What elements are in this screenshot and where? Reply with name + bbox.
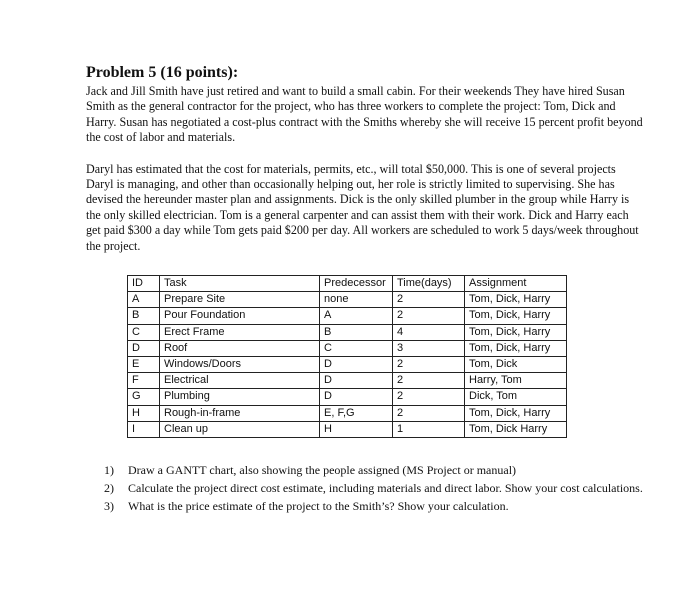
table-row xyxy=(128,421,567,437)
question-item: 2) Calculate the project direct cost estimate, including materials and direct labor. Show your cost calculations. xyxy=(104,481,643,495)
table-row xyxy=(128,308,567,324)
table-cell: I xyxy=(128,421,160,437)
table-cell: Tom, Dick, Harry xyxy=(465,340,567,356)
header-cell: Assignment xyxy=(465,276,567,292)
table-cell: 2 xyxy=(393,308,465,324)
table-cell: D xyxy=(320,389,393,405)
table-cell: Pour Foundation xyxy=(160,308,320,324)
table-row xyxy=(128,340,567,356)
table-cell: A xyxy=(320,308,393,324)
table-cell: Tom, Dick xyxy=(465,356,567,372)
table-cell: Tom, Dick, Harry xyxy=(465,292,567,308)
table-cell: Prepare Site xyxy=(160,292,320,308)
table-row xyxy=(128,373,567,389)
header-cell: Task xyxy=(160,276,320,292)
table-cell: B xyxy=(320,324,393,340)
question-list xyxy=(104,463,644,517)
table-cell: Harry, Tom xyxy=(465,373,567,389)
cost-paragraph: Daryl has estimated that the cost for materials, permits, etc., will total $50,000. This is one of several projects Daryl is managing, and other than occasionally helping out, her role is strictly limited to supervising. She has devised the hereunder master plan and assignments. Dick is the only skilled plumber in the group while Harry is the only skilled electrician. Tom is a general carpenter and can assist them with their work. Dick and Harry each get paid $300 a day while Tom gets paid $200 per day. All workers are scheduled to work 5 days/week throughout the project. xyxy=(86,161,639,253)
table-cell: 1 xyxy=(393,421,465,437)
table-row xyxy=(128,405,567,421)
table-row xyxy=(128,389,567,405)
table-cell: 2 xyxy=(393,373,465,389)
question-item: 1) Draw a GANTT chart, also showing the people assigned (MS Project or manual) xyxy=(104,463,517,477)
table-cell: none xyxy=(320,292,393,308)
table-cell: Tom, Dick, Harry xyxy=(465,405,567,421)
table-header-row xyxy=(128,276,567,292)
header-cell: Predecessor xyxy=(320,276,393,292)
table-cell: D xyxy=(320,373,393,389)
table-cell: Tom, Dick Harry xyxy=(465,421,567,437)
problem-section xyxy=(86,64,646,254)
table-cell: 2 xyxy=(393,356,465,372)
table-cell: Clean up xyxy=(160,421,320,437)
table-cell: Electrical xyxy=(160,373,320,389)
intro-paragraph: Jack and Jill Smith have just retired and want to build a small cabin. For their weekends They have hired Susan Smith as the general contractor for the project, who has three workers to complete the project: Tom, Dick and Harry. Susan has negotiated a cost-plus contract with the Smiths whereby she will receive 15 percent profit beyond the cost of labor and materials. xyxy=(86,84,643,145)
table-cell: E xyxy=(128,356,160,372)
table-cell: Dick, Tom xyxy=(465,389,567,405)
table-cell: H xyxy=(128,405,160,421)
header-cell: Time(days) xyxy=(393,276,465,292)
table-cell: 2 xyxy=(393,389,465,405)
table-cell: C xyxy=(320,340,393,356)
table-cell: Erect Frame xyxy=(160,324,320,340)
table-cell: Plumbing xyxy=(160,389,320,405)
table-cell: D xyxy=(128,340,160,356)
table-cell: F xyxy=(128,373,160,389)
table-cell: Roof xyxy=(160,340,320,356)
table-cell: 2 xyxy=(393,292,465,308)
table-row xyxy=(128,324,567,340)
table-cell: G xyxy=(128,389,160,405)
table-cell: Tom, Dick, Harry xyxy=(465,324,567,340)
table-cell: B xyxy=(128,308,160,324)
table-cell: 2 xyxy=(393,405,465,421)
table-cell: A xyxy=(128,292,160,308)
table-cell: D xyxy=(320,356,393,372)
table-cell: 4 xyxy=(393,324,465,340)
problem-title: Problem 5 (16 points): xyxy=(86,64,239,81)
table-cell: H xyxy=(320,421,393,437)
question-item: 3) What is the price estimate of the project to the Smith’s? Show your calculation. xyxy=(104,499,509,513)
table-cell: Rough-in-frame xyxy=(160,405,320,421)
task-table xyxy=(127,275,567,438)
header-cell: ID xyxy=(128,276,160,292)
table-cell: C xyxy=(128,324,160,340)
table-row xyxy=(128,356,567,372)
table-row xyxy=(128,292,567,308)
table-cell: Tom, Dick, Harry xyxy=(465,308,567,324)
table-cell: Windows/Doors xyxy=(160,356,320,372)
table-cell: 3 xyxy=(393,340,465,356)
table-cell: E, F,G xyxy=(320,405,393,421)
